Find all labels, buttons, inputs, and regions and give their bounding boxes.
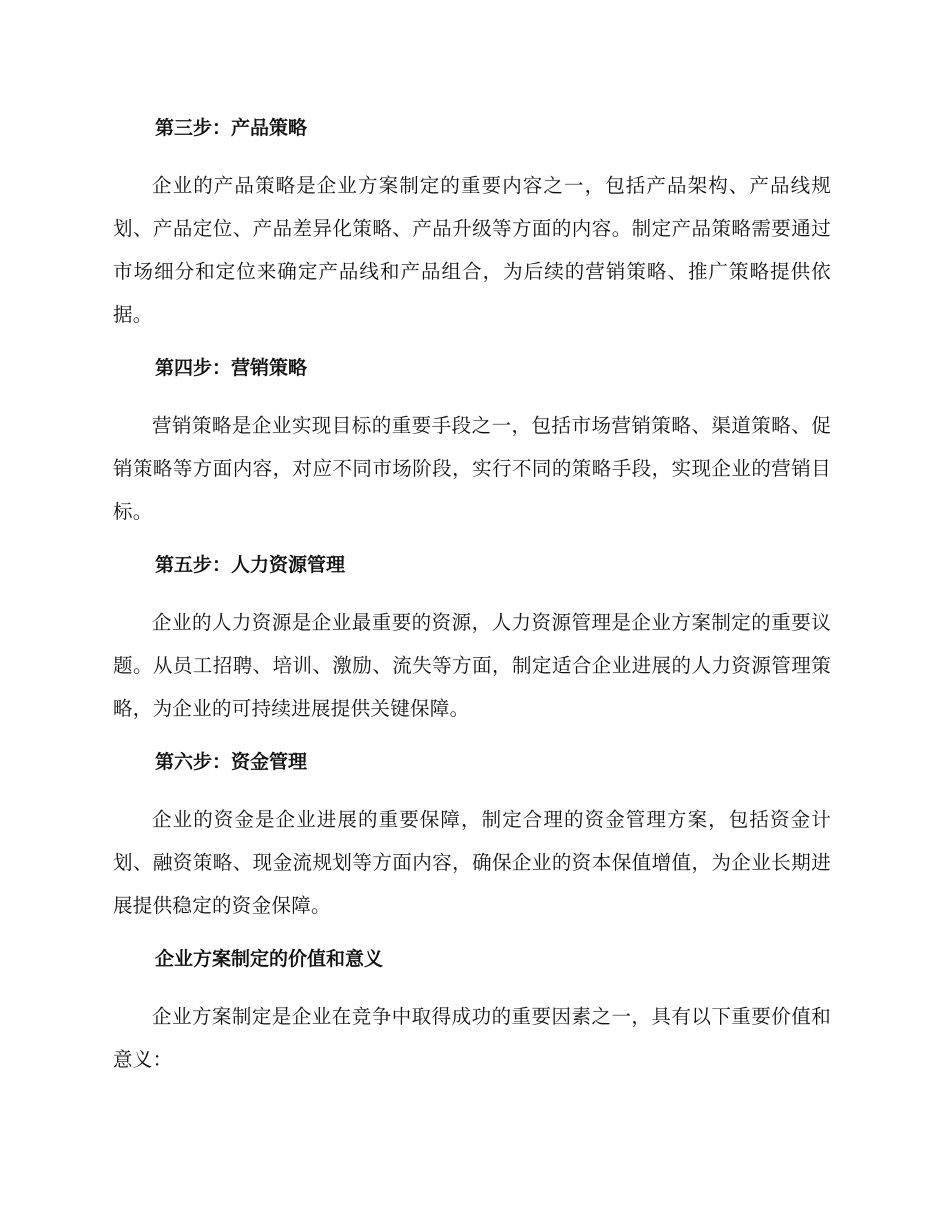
- section-paragraph-marketing-strategy: 营销策略是企业实现目标的重要手段之一，包括市场营销策略、渠道策略、促销策略等方面内容，对应不同市场阶段，实行不同的策略手段，实现企业的营销目标。: [113, 414, 831, 523]
- section-paragraph-value-significance: 企业方案制定是企业在竞争中取得成功的重要因素之一，具有以下重要价值和意义：: [113, 1005, 831, 1071]
- document-body: [113, 112, 831, 1097]
- section-heading-human-resources: 第五步：人力资源管理: [155, 554, 346, 576]
- section-heading-marketing-strategy: 第四步：营销策略: [155, 357, 308, 379]
- section-paragraph-human-resources: 企业的人力资源是企业最重要的资源，人力资源管理是企业方案制定的重要议题。从员工招聘、培训、激励、流失等方面，制定适合企业进展的人力资源管理策略，为企业的可持续进展提供关键保障。: [113, 611, 831, 720]
- section-heading-product-strategy: 第三步：产品策略: [155, 117, 308, 139]
- section-paragraph-fund-management: 企业的资金是企业进展的重要保障，制定合理的资金管理方案，包括资金计划、融资策略、现金流规划等方面内容，确保企业的资本保值增值，为企业长期进展提供稳定的资金保障。: [113, 808, 831, 917]
- section-heading-value-significance: 企业方案制定的价值和意义: [155, 948, 384, 970]
- section-paragraph-product-strategy: 企业的产品策略是企业方案制定的重要内容之一，包括产品架构、产品线规划、产品定位、产品差异化策略、产品升级等方面的内容。制定产品策略需要通过市场细分和定位来确定产品线和产品组合，为后续的营销策略、推广策略提供依据。: [113, 174, 831, 326]
- section-heading-fund-management: 第六步：资金管理: [155, 751, 308, 773]
